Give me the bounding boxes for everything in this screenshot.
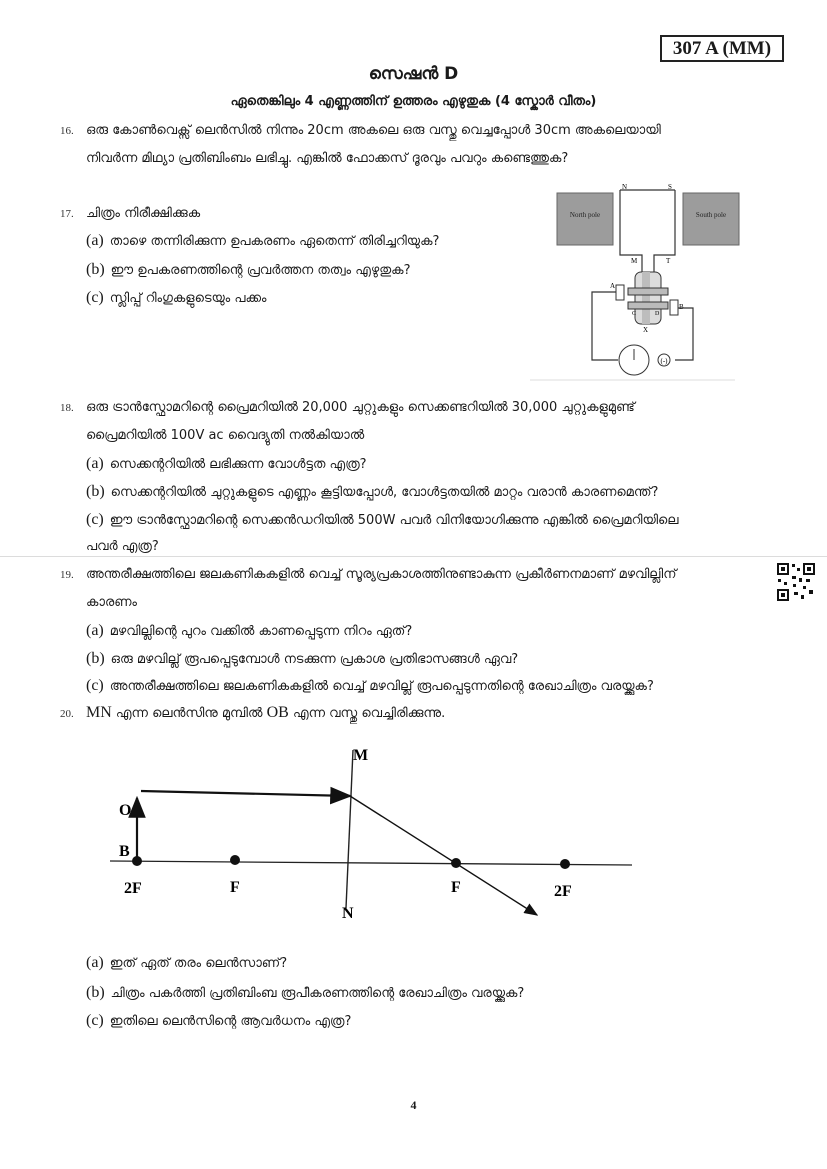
q16-line2: നിവർന്ന മിഥ്യാ പ്രതിബിംബം ലഭിച്ചു. എങ്കിൽ ഫോക്കസ് ദൂരവും പവറും കണ്ടെത്തുക? xyxy=(86,151,569,166)
option-text: മഴവില്ലിന്റെ പുറം വക്കിൽ കാണപ്പെടുന്ന നിറം ഏത്? xyxy=(109,624,413,639)
option-text: ഈ ട്രാൻസ്ഫോമറിന്റെ സെക്കൻഡറിയിൽ 500W പവർ വിനിയോഗിക്കുന്നു എങ്കിൽ പ്രൈമറിയിലെ xyxy=(109,513,679,528)
lens-ray-diagram xyxy=(110,740,640,925)
option-label: (b) xyxy=(86,984,105,1001)
q20-option-b xyxy=(86,984,524,1003)
option-text: ഇതിലെ ലെൻസിന്റെ ആവർധനം എത്ര? xyxy=(109,1014,352,1029)
principal-axis xyxy=(110,861,632,865)
rotor-shade xyxy=(642,272,650,324)
south-magnet xyxy=(683,193,739,245)
slip-ring-1 xyxy=(628,288,668,295)
north-magnet xyxy=(557,193,613,245)
slip-ring-2 xyxy=(628,302,668,309)
label-2F-right: 2F xyxy=(554,883,572,900)
q19-line2: കാരണം xyxy=(86,595,137,610)
q17-option-c xyxy=(86,289,266,308)
label-F-right: F xyxy=(451,879,461,896)
label-X: X xyxy=(643,326,649,334)
option-text: അന്തരീക്ഷത്തിലെ ജലകണികകളിൽ വെച്ച് മഴവില്ല് രൂപപ്പെടുന്നതിന്റെ രേഖാചിത്രം വരയ്ക്കുക? xyxy=(109,679,654,694)
q20-option-a xyxy=(86,954,287,973)
refracted-ray xyxy=(350,796,537,915)
section-title: സെഷൻ D xyxy=(368,64,459,84)
q18-option-c-cont: പവർ എത്ര? xyxy=(86,539,159,554)
label-A: A xyxy=(610,282,616,290)
option-label: (c) xyxy=(86,289,104,306)
option-text: ചിത്രം പകർത്തി പ്രതിബിംബ രൂപീകരണത്തിന്റെ രേഖാചിത്രം വരയ്ക്കുക? xyxy=(110,986,525,1001)
q20-stem xyxy=(86,704,445,723)
q17-option-a xyxy=(86,232,439,251)
point-2F-right xyxy=(560,859,570,869)
option-label: (b) xyxy=(86,650,105,667)
paper-code: 307 A (MM) xyxy=(660,35,784,62)
label-M: M xyxy=(631,257,638,265)
option-label: (a) xyxy=(86,954,104,971)
scan-divider xyxy=(0,556,827,557)
q17-stem: ചിത്രം നിരീക്ഷിക്കുക xyxy=(86,206,201,221)
brush-A xyxy=(616,285,624,300)
option-text: സെക്കന്ററിയിൽ ചുറ്റുകളുടെ എണ്ണം കൂട്ടിയപ്പോൾ, വോൾട്ടതയിൽ മാറ്റം വരാൻ കാരണമെന്ത്? xyxy=(110,485,659,500)
label-2F-left: 2F xyxy=(124,880,142,897)
question-number-17: 17. xyxy=(60,208,74,220)
label-M: M xyxy=(353,747,369,764)
south-pole-label: South pole xyxy=(695,211,727,219)
label-T: T xyxy=(666,257,671,265)
q18-option-b xyxy=(86,483,658,502)
point-F-right xyxy=(451,858,461,868)
q18-line2: പ്രൈമറിയിൽ 100V ac വൈദ്യുതി നൽകിയാൽ xyxy=(86,428,365,443)
meter-symbol: (-) xyxy=(660,357,668,365)
q16-line1: ഒരു കോൺവെക്സ് ലെൻസിൽ നിന്നും 20cm അകലെ ഒരു വസ്തു വെച്ചപ്പോൾ 30cm അകലെയായി xyxy=(86,123,661,138)
option-text: ഇത് ഏത് തരം ലെൻസാണ്? xyxy=(109,956,288,971)
point-F-left xyxy=(230,855,240,865)
option-label: (a) xyxy=(86,622,104,639)
option-label: (b) xyxy=(86,483,105,500)
option-text: ഒരു മഴവില്ല് രൂപപ്പെടുമ്പോൾ നടക്കുന്ന പ്രകാശ പ്രതിഭാസങ്ങൾ ഏവ? xyxy=(110,652,519,667)
ac-generator-figure xyxy=(530,180,740,382)
instruction: ഏതെങ്കിലും 4 എണ്ണത്തിന് ഉത്തരം എഴുതുക (4 സ്കോർ വീതം) xyxy=(230,94,597,109)
q18-line1: ഒരു ട്രാൻസ്ഫോമറിന്റെ പ്രൈമറിയിൽ 20,000 ചുറ്റുകളും സെക്കണ്ടറിയിൽ 30,000 ചുറ്റുകളുമുണ്ട് xyxy=(86,400,635,415)
page-number: 4 xyxy=(410,1098,417,1112)
q19-option-c xyxy=(86,677,654,696)
q19-option-a xyxy=(86,622,412,641)
q19-line1: അന്തരീക്ഷത്തിലെ ജലകണികകളിൽ വെച്ച് സൂര്യപ്രകാശത്തിനുണ്ടാകുന്ന പ്രകീർണനമാണ് മഴവില്ലിന് xyxy=(86,567,677,582)
q18-option-c xyxy=(86,511,678,530)
label-O: O xyxy=(119,802,132,819)
question-number-20: 20. xyxy=(60,708,74,720)
label-B: B xyxy=(119,843,130,860)
option-label: (b) xyxy=(86,261,105,278)
option-text: സ്ലിപ്പ് റിംഗുകളുടെയും പക്കം xyxy=(109,291,267,306)
option-label: (c) xyxy=(86,511,104,528)
option-text: താഴെ തന്നിരിക്കുന്ന ഉപകരണം ഏതെന്ന് തിരിച്ചറിയുക? xyxy=(109,234,440,249)
lens-name: MN xyxy=(86,704,112,721)
label-C: C xyxy=(632,311,637,317)
q19-option-b xyxy=(86,650,518,669)
option-label: (a) xyxy=(86,455,104,472)
object-name: OB xyxy=(266,704,289,721)
q20-stem-end: എന്ന വസ്തു വെച്ചിരിക്കുന്നു. xyxy=(288,706,446,721)
option-label: (a) xyxy=(86,232,104,249)
question-number-18: 18. xyxy=(60,402,74,414)
north-pole-label: North pole xyxy=(569,211,601,219)
q18-option-a xyxy=(86,455,367,474)
label-N: N xyxy=(342,905,354,922)
option-text: ഈ ഉപകരണത്തിന്റെ പ്രവർത്തന തത്വം എഴുതുക? xyxy=(110,263,411,278)
question-number-19: 19. xyxy=(60,569,74,581)
q20-option-c xyxy=(86,1012,351,1031)
lens-line xyxy=(346,750,353,908)
q20-stem-part: എന്ന ലെൻസിനു മുമ്പിൽ xyxy=(111,706,267,721)
qr-code-icon xyxy=(776,562,816,602)
label-D: D xyxy=(655,311,660,317)
label-B: B xyxy=(679,303,684,311)
option-label: (c) xyxy=(86,1012,104,1029)
option-text: സെക്കന്ററിയിൽ ലഭിക്കുന്ന വോൾട്ടത എത്ര? xyxy=(109,457,367,472)
brush-B xyxy=(670,300,678,315)
label-N: N xyxy=(622,183,628,191)
q17-option-b xyxy=(86,261,410,280)
point-2F-left xyxy=(132,856,142,866)
option-label: (c) xyxy=(86,677,104,694)
label-F-left: F xyxy=(230,879,240,896)
incident-ray xyxy=(141,791,350,796)
question-number-16: 16. xyxy=(60,125,74,137)
label-S: S xyxy=(668,183,672,191)
